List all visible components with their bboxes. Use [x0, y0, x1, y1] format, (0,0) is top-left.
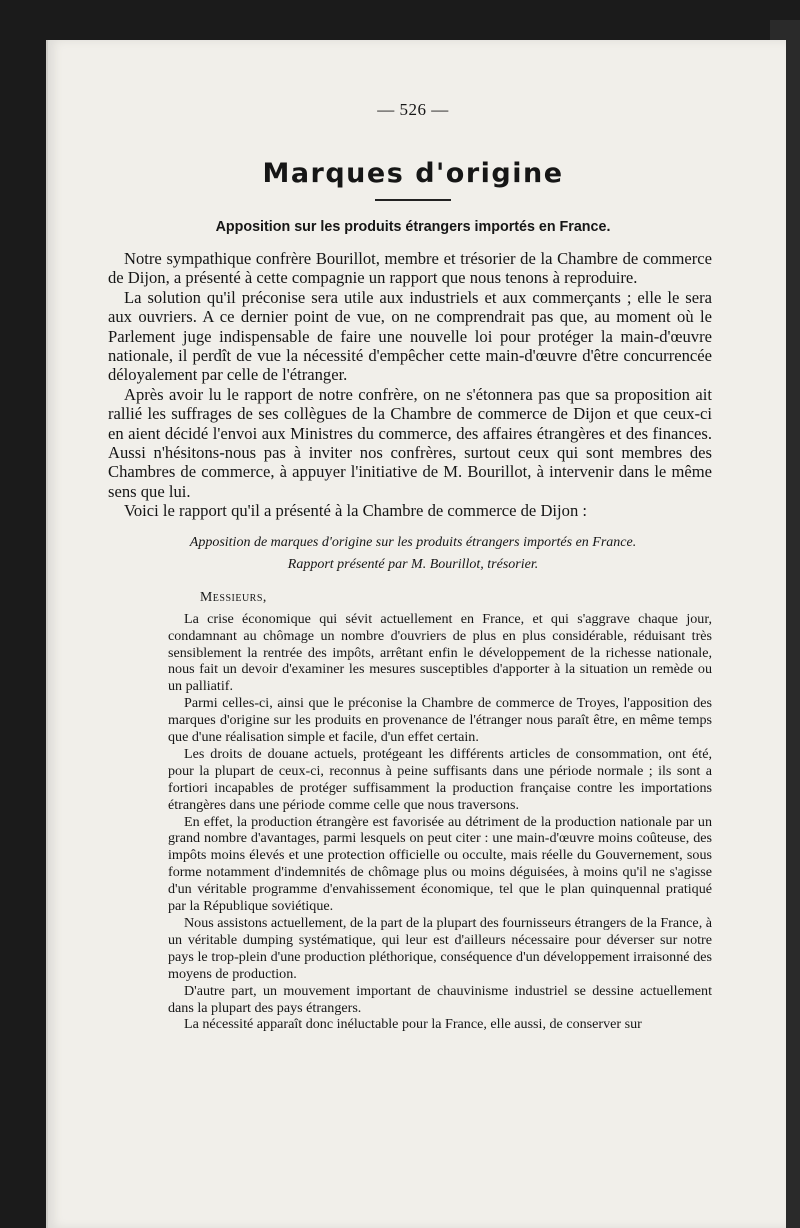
page-number: — 526 — [377, 100, 449, 119]
report-salutation: Messieurs, [200, 588, 267, 604]
page-content [108, 100, 712, 1033]
article-subtitle: Apposition sur les produits étrangers importés en France. [215, 219, 611, 235]
intro-paragraph: Après avoir lu le rapport de notre confrère, on ne s'étonnera pas que sa proposition ait rallié les suffrages de ses collègues de la Chambre de commerce de Dijon et que ceux-ci en aient décidé l'envoi aux Ministres du commerce, des affaires étrangères et des finances. Aussi n'hésitons-nous pas à inviter nos confrères, surtout ceux qui sont membres des Chambres de commerce, à appuyer l'initiative de M. Bourillot, à intervenir dans le même sens que lui. [108, 384, 712, 501]
article-title: Marques d'origine [262, 158, 564, 189]
title-rule [375, 199, 451, 201]
report-paragraph: Parmi celles-ci, ainsi que le préconise la Chambre de commerce de Troyes, l'apposition des marques d'origine sur les produits en provenance de l'étranger nous paraît être, en même temps que d'une réalisation simple et facile, d'un effet certain. [168, 695, 712, 746]
intro-paragraph: Voici le rapport qu'il a présenté à la Chambre de commerce de Dijon : [124, 501, 587, 521]
report-paragraph: La nécessité apparaît donc inéluctable pour la France, elle aussi, de conserver sur [184, 1016, 642, 1033]
report-paragraph: Nous assistons actuellement, de la part de la plupart des fournisseurs étrangers de la France, à un véritable dumping systématique, qui leur est d'ailleurs nécessaire pour déverser sur notre pays le trop-plein d'une production pléthorique, conséquence d'un développement irraisonné des moyens de production. [168, 915, 712, 982]
report-paragraph: Les droits de douane actuels, protégeant les différents articles de consommation, ont été, pour la plupart de ceux-ci, reconnus à peine suffisants dans une période normale ; ils sont a fortiori incapables de protéger suffisamment la production française contre les importations étrangères dans une période comme celle que nous traversons. [168, 745, 712, 813]
intro-section [108, 249, 712, 521]
intro-paragraph: La solution qu'il préconise sera utile aux industriels et aux commerçants ; elle le sera aux ouvriers. A ce dernier point de vue, on ne comprendrait pas que, au moment où le Parlement juge indispensable de faire une nouvelle loi pour protéger la main-d'œuvre nationale, il perdît de vue la nécessité d'empêcher cette main-d'œuvre d'être concurrencée déloyalement par celle de l'étranger. [108, 287, 712, 385]
report-heading: Apposition de marques d'origine sur les produits étrangers importés en France. [189, 534, 637, 550]
report-paragraph: D'autre part, un mouvement important de chauvinisme industriel se dessine actuellement dans la plupart des pays étrangers. [168, 982, 712, 1016]
intro-paragraph: Notre sympathique confrère Bourillot, membre et trésorier de la Chambre de commerce de Dijon, a présenté à cette compagnie un rapport que nous tenons à reproduire. [108, 249, 712, 288]
report-paragraph: En effet, la production étrangère est favorisée au détriment de la production nationale par un grand nombre d'avantages, parmi lesquels on peut citer : une main-d'œuvre moins coûteuse, des impôts moins élevés et une protection officielle ou occulte, mais réelle du Gouvernement, sous forme notamment d'indemnités de chômage plus ou moins déguisées, à moins qu'il ne s'agisse d'un véritable programme d'envahissement économique, tel que le plan quinquennal pratiqué par la République soviétique. [168, 813, 712, 915]
report-byline: Rapport présenté par M. Bourillot, trésorier. [287, 556, 539, 572]
report-paragraph: La crise économique qui sévit actuellement en France, et qui s'aggrave chaque jour, condamnant au chômage un nombre d'ouvriers de plus en plus considérable, réduisant très sensiblement la rentrée des impôts, arrêtant enfin le développement de la richesse nationale, nous fait un devoir d'examiner les mesures susceptibles d'apporter à la situation un remède ou un palliatif. [168, 610, 712, 695]
report-body [168, 611, 712, 1034]
